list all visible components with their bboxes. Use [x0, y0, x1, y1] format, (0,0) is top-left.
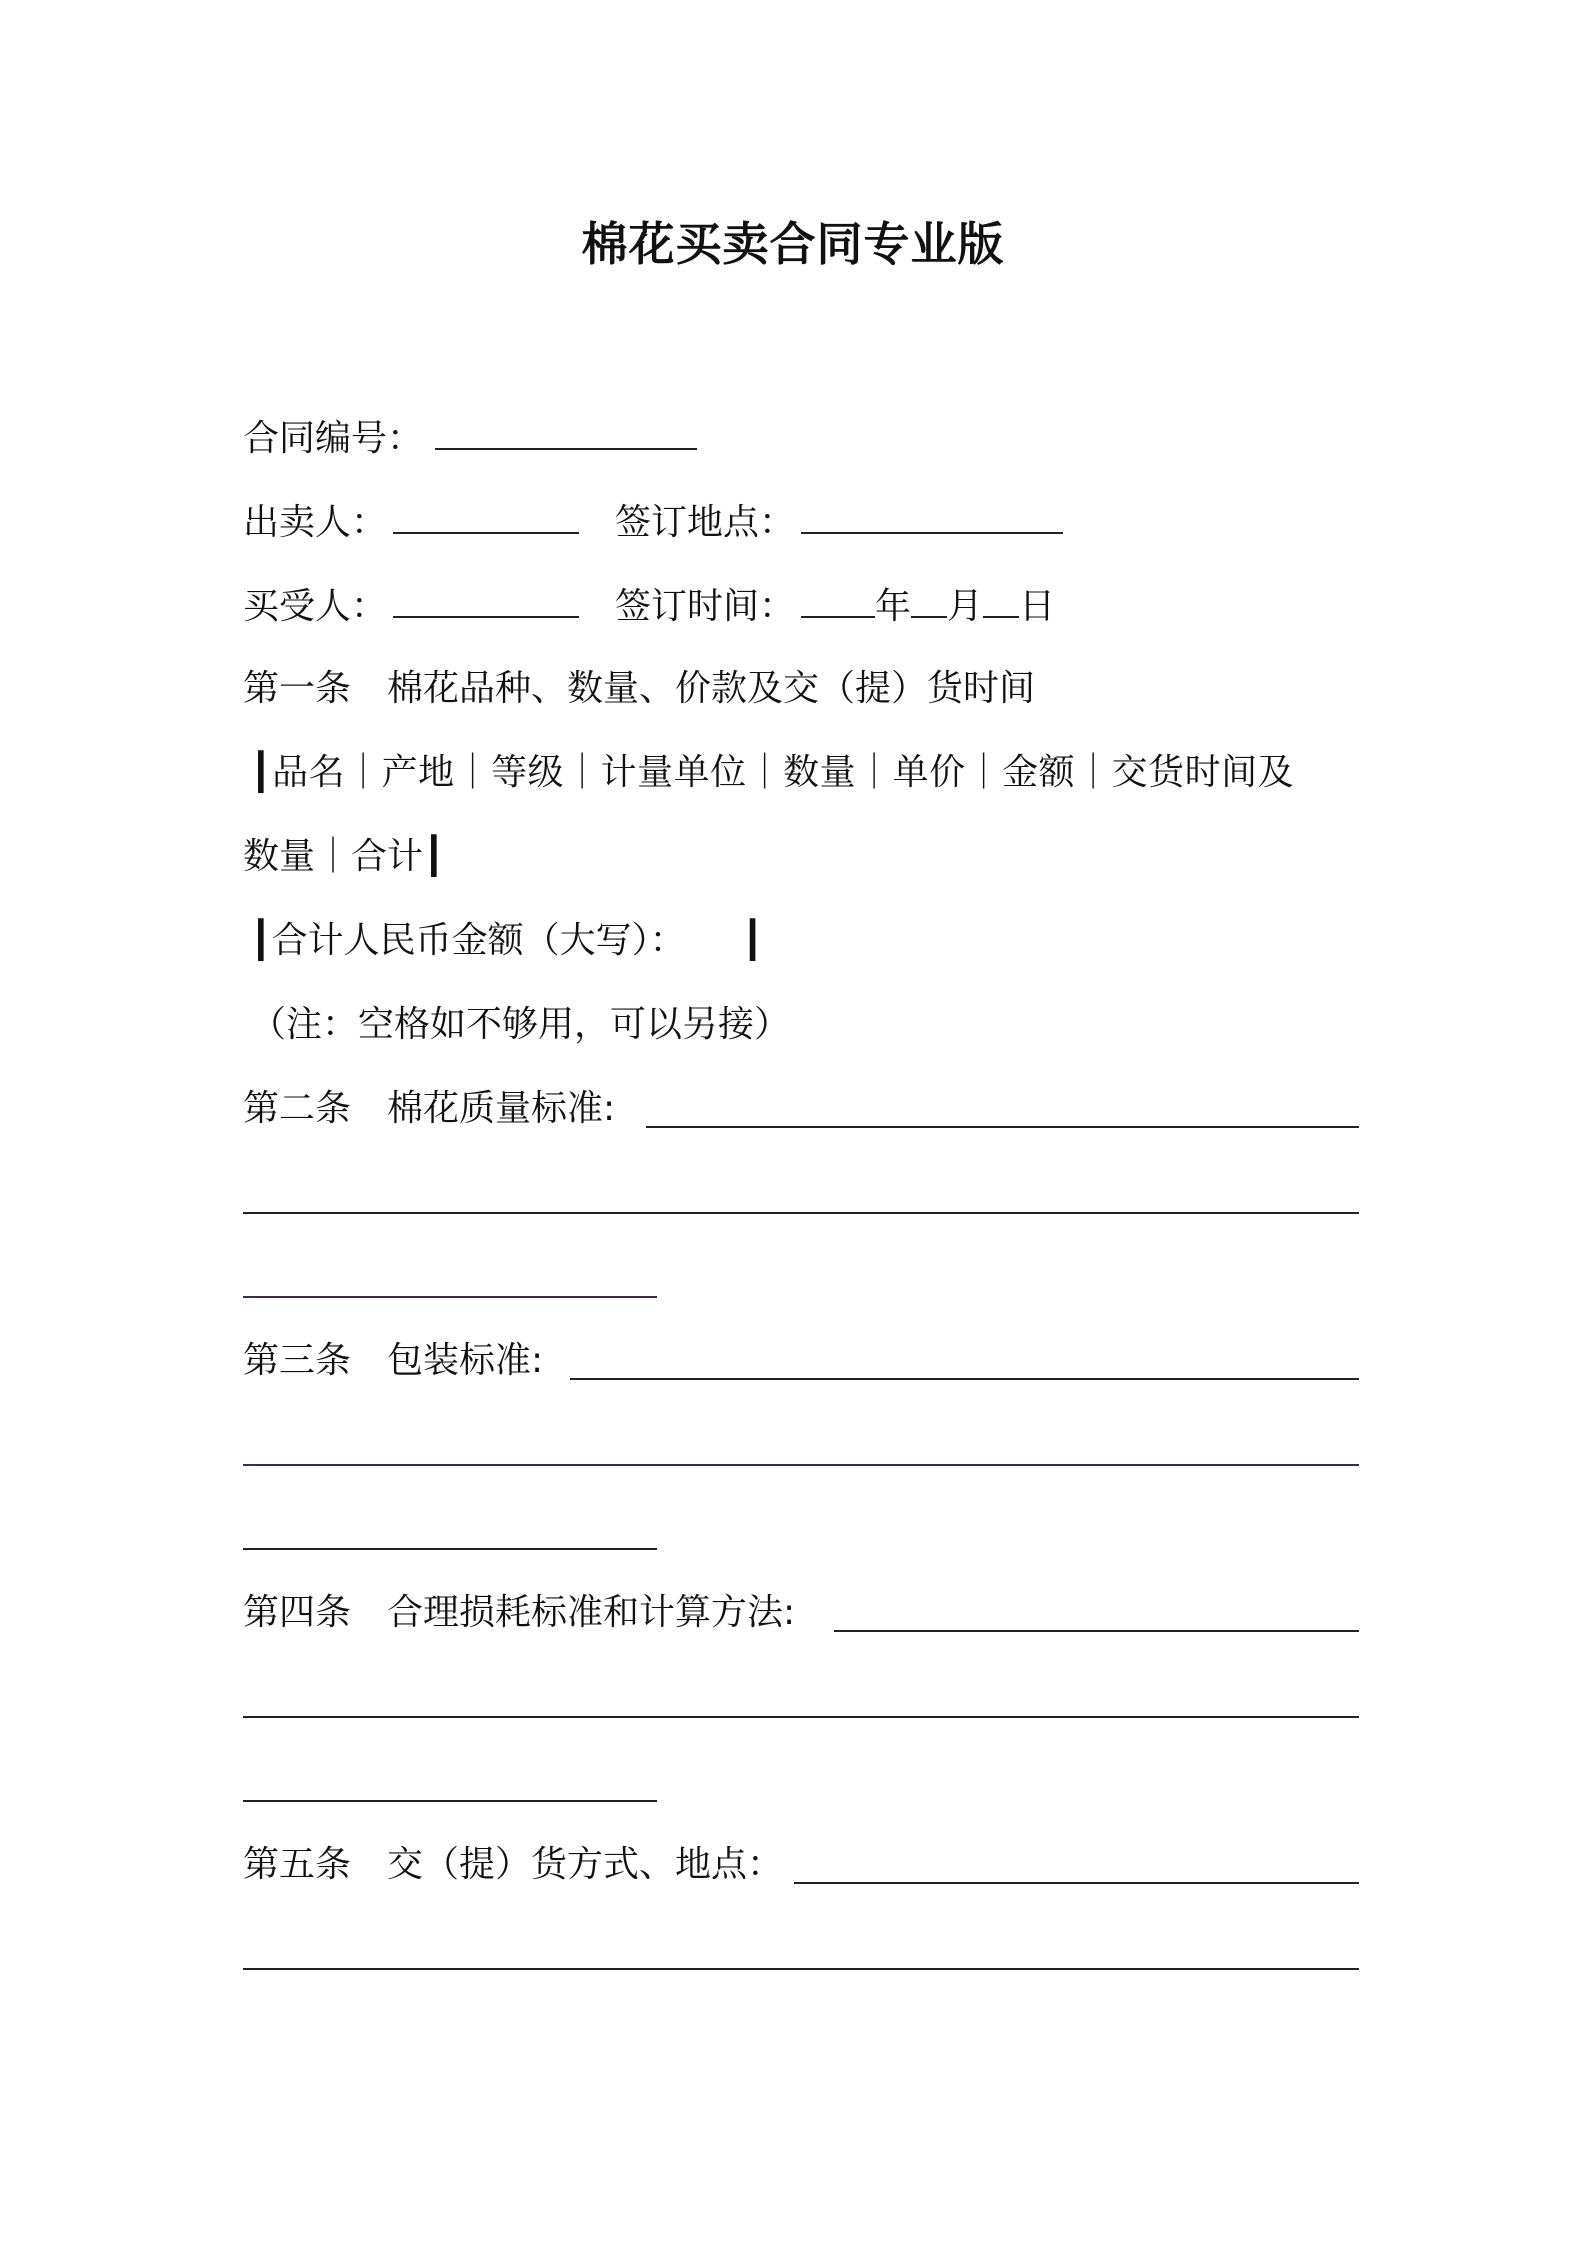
sign-place-blank[interactable] — [801, 498, 1063, 534]
day-label: 日 — [1019, 586, 1056, 627]
article-2-blank-line-1[interactable] — [243, 1212, 1359, 1214]
article-1-heading: 第一条 棉花品种、数量、价款及交（提）货时间 — [243, 668, 1036, 709]
year-label: 年 — [875, 586, 912, 627]
total-amount-end-bar: ┃ — [741, 920, 764, 961]
article-5-fill-line[interactable] — [794, 1882, 1359, 1884]
buyer-row — [243, 582, 1055, 630]
article-5-heading: 第五条 交（提）货方式、地点： — [243, 1844, 784, 1885]
document-title: 棉花买卖合同专业版 — [581, 217, 1005, 271]
article-4-fill-line[interactable] — [834, 1630, 1359, 1632]
article-4-heading: 第四条 合理损耗标准和计算方法: — [243, 1592, 796, 1633]
article-3-blank-line-1[interactable] — [243, 1464, 1359, 1466]
buyer-label: 买受人： — [243, 586, 388, 627]
article-3-heading: 第三条 包装标准: — [243, 1340, 544, 1381]
sign-day-blank[interactable] — [983, 582, 1019, 618]
article-2-blank-line-2[interactable] — [243, 1296, 657, 1298]
sign-place-label: 签订地点： — [615, 502, 796, 543]
article-2-heading: 第二条 棉花质量标准: — [243, 1088, 616, 1129]
total-amount-row — [250, 918, 763, 964]
seller-blank[interactable] — [393, 498, 579, 534]
article-3-blank-line-2[interactable] — [243, 1548, 657, 1550]
table-note: （注：空格如不够用，可以另接） — [250, 1004, 791, 1045]
month-label: 月 — [947, 586, 984, 627]
sign-month-blank[interactable] — [911, 582, 947, 618]
contract-number-blank[interactable] — [435, 414, 697, 450]
seller-row — [243, 498, 1063, 546]
article-5-blank-line-1[interactable] — [243, 1968, 1359, 1970]
article-3-fill-line[interactable] — [570, 1378, 1359, 1380]
sign-year-blank[interactable] — [801, 582, 875, 618]
seller-label: 出卖人： — [243, 502, 388, 543]
table-header-row-1: ┃品名｜产地｜等级｜计量单位｜数量｜单价｜金额｜交货时间及 — [250, 752, 1295, 793]
table-header-row-2: 数量｜合计┃ — [243, 836, 445, 877]
article-2-fill-line[interactable] — [646, 1126, 1359, 1128]
buyer-blank[interactable] — [393, 582, 579, 618]
sign-time-label: 签订时间： — [615, 586, 796, 627]
article-4-blank-line-2[interactable] — [243, 1800, 657, 1802]
contract-number-row — [243, 414, 697, 462]
total-amount-label: ┃合计人民币金额（大写）： — [250, 920, 686, 961]
article-4-blank-line-1[interactable] — [243, 1716, 1359, 1718]
contract-number-label: 合同编号： — [243, 418, 424, 459]
